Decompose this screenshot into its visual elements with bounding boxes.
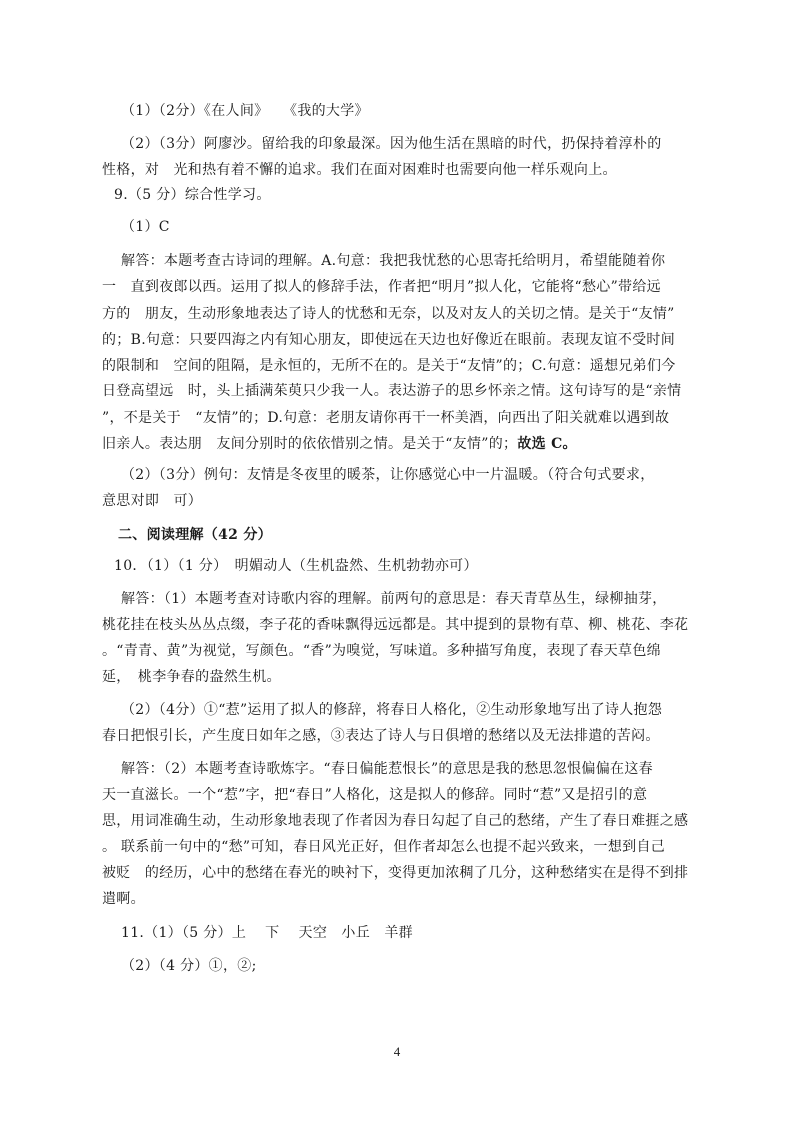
explanation-line: 遣啊。 (102, 891, 145, 907)
answer-line: 春日把恨引长，产生度日如年之感，③表达了诗人与日俱增的愁绪以及无法排遣的苦闷。 (102, 728, 660, 744)
answer-line: （1）（2分）《在人间》 《我的大学》 (121, 103, 369, 119)
answer-line: （2）（3分）例句：友情是冬夜里的暖茶，让你感觉心中一片温暖。（符合句式要求， (121, 467, 655, 483)
explanation-line: 的；B.句意：只要四海之内有知心朋友，即使远在天边也好像近在眼前。表现友谊不受时间 (102, 332, 676, 348)
explanation-line: 的限制和 空间的阻隔，是永恒的，无所不在的。是关于“友情”的；C.句意：遥想兄弟们今 (102, 358, 676, 374)
section-heading: 二、阅读理解（42 分） (118, 527, 272, 543)
explanation-line: 解答：（2）本题考查诗歌炼字。“春日偏能惹恨长”的意思是我的愁思忽恨偏偏在这春 (121, 761, 653, 777)
explanation-line: 一 直到夜郎以西。运用了拟人的修辞手法，作者把“明月”拟人化，它能将“愁心”带给远 (102, 279, 661, 295)
answer-line: 性格，对 光和热有着不懈的追求。我们在面对困难时也需要向他一样乐观向上。 (102, 162, 617, 178)
explanation-line: 方的 朋友，生动形象地表达了诗人的忧愁和无奈，以及对友人的关切之情。是关于“友情” (102, 306, 675, 322)
explanation-line: 。“青青、黄”为视觉，写颜色。“香”为嗅觉，写味道。多种描写角度，表现了春天草色绵 (102, 643, 661, 659)
explanation-text: 旧亲人。表达朋 友间分别时的依依惜别之情。是关于“友情”的； (102, 436, 518, 452)
answer-line: （2）（3分）阿廖沙。留给我的印象最深。因为他生活在黑暗的时代，扔保持着淳朴的 (121, 136, 662, 152)
explanation-line: ”，不是关于 “友情”的；D.句意：老朋友请你再干一杯美酒，向西出了阳关就难以遇到故 (102, 410, 670, 426)
explanation-line: 延， 桃李争春的盎然生机。 (102, 669, 281, 685)
explanation-line: 思，用词准确生动，生动形象地表现了作者因为春日勾起了自己的愁绪，产生了春日难捱之感 (102, 813, 689, 829)
question-heading: 9.（5 分）综合性学习。 (114, 187, 271, 203)
answer-line: （1）C (121, 219, 170, 235)
explanation-line (102, 434, 577, 454)
answer-line: （2）（4 分）①，②; (121, 958, 257, 974)
question-heading: 11.（1）（5 分）上 下 天空 小丘 羊群 (121, 925, 413, 941)
answer-line: 意思对即 可） (102, 493, 203, 509)
explanation-line: 解答：本题考查古诗词的理解。A.句意：我把我忧愁的心思寄托给明月，希望能随着你 (121, 253, 666, 269)
explanation-line: 天一直滋长。一个“惹”字，把“春日”人格化，这是拟人的修辞。同时“惹”又是招引的意 (102, 787, 648, 803)
answer-choice: 故选 C。 (517, 436, 577, 452)
explanation-line: 解答：（1）本题考查对诗歌内容的理解。前两句的意思是：春天青草丛生，绿柳抽芽， (121, 591, 667, 607)
explanation-line: 桃花挂在枝头丛丛点缀，李子花的香味飘得远远都是。其中提到的景物有草、柳、桃花、李花 (102, 617, 689, 633)
answer-line: （2）（4分）①“惹”运用了拟人的修辞，将春日人格化，②生动形象地写出了诗人抱怨 (121, 702, 663, 718)
page-number: 4 (393, 1044, 401, 1059)
explanation-line: 被贬 的经历，心中的愁绪在春光的映衬下，变得更加浓稠了几分，这种愁绪实在是得不到排 (102, 865, 689, 881)
explanation-line: 。 联系前一句中的“愁”可知，春日风光正好，但作者却怎么也提不起兴致来，一想到自己 (102, 839, 666, 855)
question-heading: 10．（1）（1 分） 明媚动人（生机盎然、生机勃勃亦可） (114, 558, 478, 574)
explanation-line: 日登高望远 时，头上插满茱萸只少我一人。表达游子的思乡怀亲之情。这句诗写的是“亲情 (102, 383, 682, 399)
